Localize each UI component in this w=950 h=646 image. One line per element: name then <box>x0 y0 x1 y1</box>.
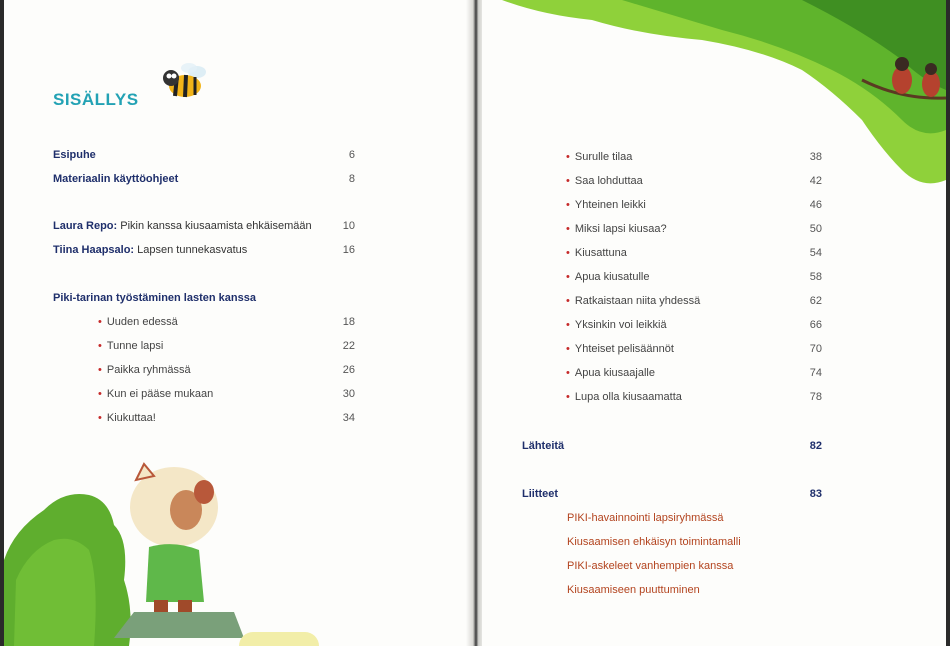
toc-entry[interactable] <box>53 244 355 262</box>
bullet-icon: • <box>566 223 570 235</box>
toc-label: Yhteiset pelisäännöt <box>574 343 674 355</box>
toc-item[interactable] <box>98 388 355 406</box>
bullet-icon: • <box>566 343 570 355</box>
toc-label: Esipuhe <box>53 149 96 161</box>
toc-page: 6 <box>348 149 355 161</box>
cat-illustration <box>114 462 244 646</box>
toc-label: Saa lohduttaa <box>574 175 643 187</box>
bee-icon <box>159 58 214 108</box>
toc-page: 66 <box>809 319 822 331</box>
toc-label: Paikka ryhmässä <box>106 364 191 376</box>
appendix-item[interactable]: PIKI-askeleet vanhempien kanssa <box>567 560 734 572</box>
toc-label: Yksinkin voi leikkiä <box>574 319 667 331</box>
toc-label: Miksi lapsi kiusaa? <box>574 223 667 235</box>
toc-item[interactable] <box>566 199 822 217</box>
bullet-icon: • <box>98 316 102 328</box>
bullet-icon: • <box>98 388 102 400</box>
ground <box>239 632 319 646</box>
bullet-icon: • <box>566 319 570 331</box>
toc-item[interactable] <box>98 340 355 358</box>
toc-entry[interactable] <box>522 488 822 506</box>
toc-label: Materiaalin käyttöohjeet <box>53 173 179 185</box>
toc-page: 30 <box>342 388 355 400</box>
toc-page: 46 <box>809 199 822 211</box>
toc-item[interactable] <box>566 391 822 409</box>
toc-page: 18 <box>342 316 355 328</box>
toc-label: Kiusattuna <box>574 247 627 259</box>
bullet-icon: • <box>566 199 570 211</box>
toc-item[interactable] <box>566 271 822 289</box>
bullet-icon: • <box>566 271 570 283</box>
bullet-icon: • <box>98 364 102 376</box>
toc-page: 38 <box>809 151 822 163</box>
toc-author: Laura Repo: <box>53 220 118 232</box>
toc-page: 82 <box>809 440 822 452</box>
toc-page: 34 <box>342 412 355 424</box>
toc-label: Lupa olla kiusaamatta <box>574 391 682 403</box>
toc-label: Uuden edessä <box>106 316 178 328</box>
toc-page: 70 <box>809 343 822 355</box>
toc-item[interactable] <box>566 295 822 313</box>
toc-item[interactable] <box>566 247 822 265</box>
toc-page: 42 <box>809 175 822 187</box>
bullet-icon: • <box>566 391 570 403</box>
toc-label: Lapsen tunnekasvatus <box>134 244 248 256</box>
birds-illustration <box>887 52 945 107</box>
toc-entry[interactable] <box>53 220 355 238</box>
toc-page: 26 <box>342 364 355 376</box>
toc-item[interactable] <box>98 316 355 334</box>
toc-page: 58 <box>809 271 822 283</box>
section-heading: Piki-tarinan työstäminen lasten kanssa <box>53 292 256 304</box>
toc-page: 22 <box>342 340 355 352</box>
bullet-icon: • <box>566 151 570 163</box>
bullet-icon: • <box>98 340 102 352</box>
toc-page: 74 <box>809 367 822 379</box>
toc-page: 83 <box>809 488 822 500</box>
toc-item[interactable] <box>566 151 822 169</box>
toc-page: 10 <box>342 220 355 232</box>
bullet-icon: • <box>566 175 570 187</box>
right-page <box>482 0 946 646</box>
toc-item[interactable] <box>566 367 822 385</box>
bullet-icon: • <box>98 412 102 424</box>
toc-entry[interactable] <box>53 173 355 191</box>
toc-entry[interactable] <box>522 440 822 458</box>
appendix-item[interactable]: Kiusaamiseen puuttuminen <box>567 584 700 596</box>
toc-page: 78 <box>809 391 822 403</box>
toc-label: Tunne lapsi <box>106 340 164 352</box>
toc-label: Lähteitä <box>522 440 565 452</box>
toc-item[interactable] <box>566 319 822 337</box>
bullet-icon: • <box>566 247 570 259</box>
toc-page: 50 <box>809 223 822 235</box>
appendix-item[interactable]: Kiusaamisen ehkäisyn toimintamalli <box>567 536 741 548</box>
toc-item[interactable] <box>566 223 822 241</box>
toc-label: Apua kiusatulle <box>574 271 650 283</box>
toc-item[interactable] <box>566 343 822 361</box>
toc-label: Kiukuttaa! <box>106 412 156 424</box>
toc-item[interactable] <box>566 175 822 193</box>
bullet-icon: • <box>566 295 570 307</box>
toc-page: 8 <box>348 173 355 185</box>
toc-page: 62 <box>809 295 822 307</box>
toc-entry[interactable] <box>53 149 355 167</box>
toc-page: 54 <box>809 247 822 259</box>
toc-author: Tiina Haapsalo: <box>53 244 135 256</box>
toc-label: Yhteinen leikki <box>574 199 646 211</box>
page-title: SISÄLLYS <box>53 90 139 109</box>
toc-item[interactable] <box>98 412 355 430</box>
toc-label: Ratkaistaan niita yhdessä <box>574 295 701 307</box>
toc-label: Kun ei pääse mukaan <box>106 388 214 400</box>
bullet-icon: • <box>566 367 570 379</box>
left-page <box>4 0 470 646</box>
appendix-item[interactable]: PIKI-havainnointi lapsiryhmässä <box>567 512 724 524</box>
toc-label: Surulle tilaa <box>574 151 633 163</box>
toc-label: Pikin kanssa kiusaamista ehkäisemään <box>117 220 312 232</box>
toc-label: Apua kiusaajalle <box>574 367 655 379</box>
toc-page: 16 <box>342 244 355 256</box>
toc-label: Liitteet <box>522 488 559 500</box>
toc-item[interactable] <box>98 364 355 382</box>
